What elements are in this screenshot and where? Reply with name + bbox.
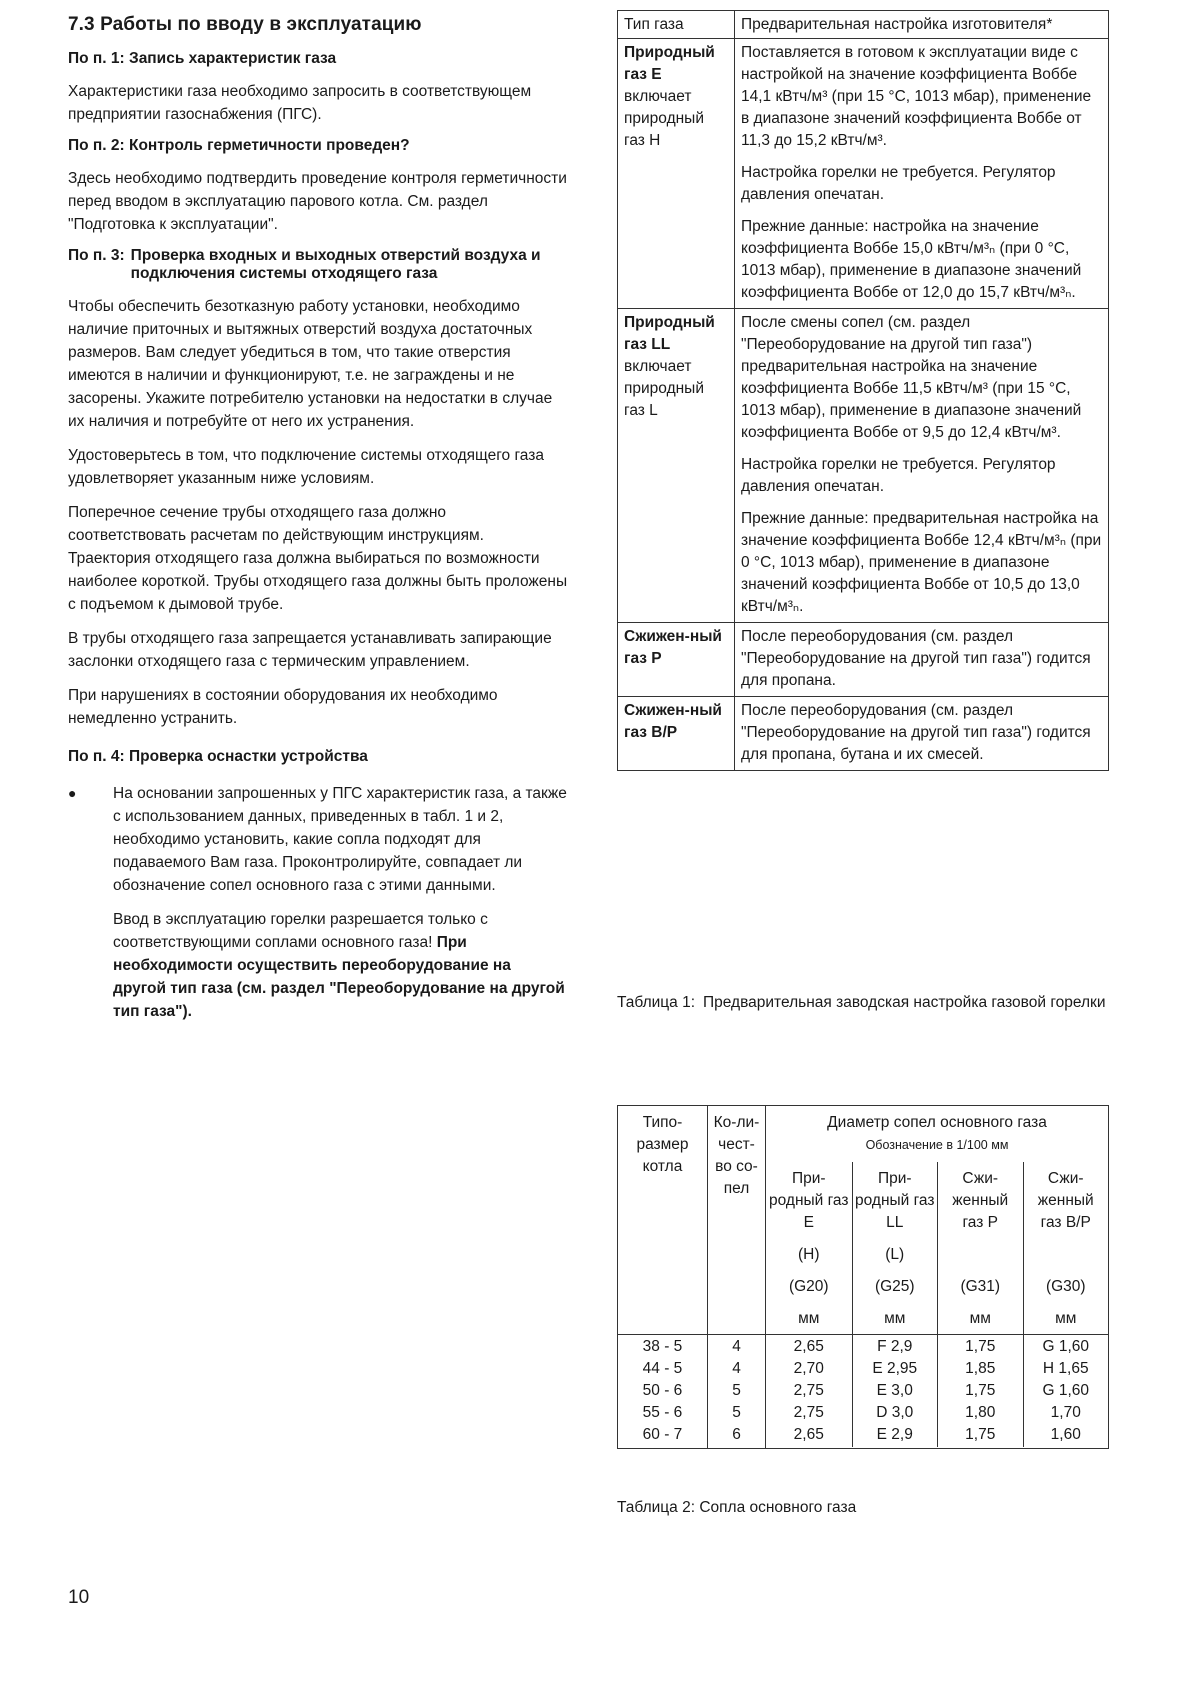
gas-column-unit: мм [969, 1310, 991, 1327]
gas-name-cell [618, 309, 735, 623]
boiler-size-cell: 55 - 6 [642, 1404, 683, 1421]
step3-paragraph-4: В трубы отходящего газа запрещается устанавливать запирающие заслонки отходящего газа с термическим управлением. [68, 630, 552, 670]
diameter-columns [766, 1335, 1109, 1449]
gas-column-header [852, 1162, 938, 1334]
nozzle-diameter-cell: E 2,95 [872, 1360, 918, 1377]
boiler-size-cell: 50 - 6 [642, 1382, 683, 1399]
step3-paragraph-1: Чтобы обеспечить безотказную работу установки, необходимо наличие приточных и вытяжных отверстий воздуха достаточных размеров. Вам следует убедиться в том, что такие отверстия имеются в наличии и функционируют, т.е. не заграждены и не засорены. Укажите потребителю установки на недостатки в случае их наличия и потребуйте от него их устранения. [68, 298, 553, 430]
step4-warning-bold: При необходимости осуществить переоборудование на другой тип газа (см. раздел "Переоборудование на другой тип газа"). [113, 934, 565, 1020]
table2-diameter-title: Диаметр сопел основного газа [827, 1114, 1047, 1131]
gas-name: Природный газ LL [624, 314, 715, 353]
left-column [68, 14, 568, 1034]
nozzle-diameter-cell: E 3,0 [876, 1382, 913, 1399]
nozzle-diameter-cell: 1,80 [965, 1404, 996, 1421]
table2-caption: Таблица 2: Сопла основного газа [617, 1499, 857, 1516]
nozzle-diameter-cell: 1,75 [965, 1426, 996, 1443]
step3-title: Проверка входных и выходных отверстий воздуха и подключения системы отходящего газа [130, 247, 541, 282]
gas-setting-cell [735, 623, 1109, 697]
step3-paragraph-3: Поперечное сечение трубы отходящего газа должно соответствовать расчетам по действующим инструкциям. Траектория отходящего газа должна выбираться по возможности наиболее короткой. Трубы отходящего газа должны быть проложены с подъемом к дымовой трубе. [68, 504, 568, 613]
step1-heading: По п. 1: Запись характеристик газа [68, 50, 337, 67]
table-row [618, 39, 1109, 309]
nozzle-diameter-cell: 1,70 [1050, 1404, 1081, 1421]
nozzle-count-cell: 5 [732, 1404, 741, 1421]
nozzle-diameter-cell: E 2,9 [876, 1426, 913, 1443]
table-row [618, 623, 1109, 697]
boiler-size-cell: 38 - 5 [642, 1338, 683, 1355]
diameter-column-bp [1023, 1335, 1109, 1447]
gas-includes: включает природный газ H [624, 88, 704, 149]
gas-name-cell [618, 39, 735, 309]
gas-column-unit: мм [1055, 1310, 1077, 1327]
nozzle-diameter-cell: 2,65 [793, 1338, 824, 1355]
nozzle-count-cell: 5 [732, 1382, 741, 1399]
table-row [618, 697, 1109, 771]
gas-column-name: Сжи-женный газ B/P [1037, 1170, 1094, 1231]
gas-column-alt [940, 1244, 1021, 1266]
page-number: 10 [68, 1587, 90, 1608]
step4-warning [113, 908, 568, 1023]
gas-setting-text: После смены сопел (см. раздел "Переоборудование на другой тип газа") предварительная настройка на значение коэффициента Воббе 11,5 кВтч/м³ (при 15 °С, 1013 мбар), применение в диапазоне значений коэффициента Воббе от 9,5 до 12,4 кВтч/м³. [741, 314, 1082, 441]
gas-column-code: (G31) [960, 1278, 1001, 1295]
step3-paragraph-2: Удостоверьтесь в том, что подключение системы отходящего газа удовлетворяет указанным ниже условиям. [68, 447, 544, 487]
gas-name: Сжижен-ный газ P [618, 623, 735, 697]
table2-header-diameter [766, 1106, 1109, 1335]
step2-text: Здесь необходимо подтвердить проведение контроля герметичности перед вводом в эксплуатацию парового котла. См. раздел "Подготовка к эксплуатации". [68, 170, 567, 233]
nozzle-diameter-cell: 2,75 [793, 1404, 824, 1421]
gas-column-unit: мм [798, 1310, 820, 1327]
nozzle-diameter-cell: H 1,65 [1042, 1360, 1089, 1377]
nozzle-diameter-cell: 1,85 [965, 1360, 996, 1377]
nozzle-diameter-cell: 2,65 [793, 1426, 824, 1443]
nozzle-diameter-cell: 2,75 [793, 1382, 824, 1399]
table1-header-type: Тип газа [618, 11, 735, 39]
table1-header-setting: Предварительная настройка изготовителя* [735, 11, 1109, 39]
count-column [708, 1335, 766, 1449]
gas-name: Сжижен-ный газ B/P [618, 697, 735, 771]
gas-column-code: (G25) [874, 1278, 915, 1295]
nozzle-diameter-cell: D 3,0 [876, 1404, 914, 1421]
gas-column-alt [1026, 1244, 1107, 1266]
gas-column-name: При-родный газ LL [855, 1170, 935, 1231]
table-row [618, 309, 1109, 623]
gas-column-alt: (L) [885, 1246, 905, 1263]
gas-setting-text: Прежние данные: предварительная настройка на значение коэффициента Воббе 12,4 кВтч/м³ₙ (при 0 °С, 1013 мбар), применение в диапазоне значений коэффициента Воббе от 10,5 до 13,0 кВтч/м³ₙ. [741, 510, 1102, 615]
table2-header-count: Ко-ли-чест-во со-пел [708, 1106, 766, 1335]
gas-column-header [937, 1162, 1023, 1334]
gas-setting-text: Настройка горелки не требуется. Регулятор давления опечатан. [741, 456, 1056, 495]
diameter-grid [766, 1335, 1108, 1447]
nozzle-count-cell: 6 [732, 1426, 741, 1443]
section-title: 7.3 Работы по вводу в эксплуатацию [68, 14, 422, 35]
gas-setting-text: После переоборудования (см. раздел "Переоборудование на другой тип газа") годится для пропана, бутана и их смесей. [741, 702, 1091, 763]
step4-bullet-text: На основании запрошенных у ПГС характеристик газа, а также с использованием данных, приведенных в табл. 1 и 2, необходимо установить, какие сопла подходят для подаваемого Вам газа. Проконтролируйте, совпадает ли обозначение сопел основного газа с этими данными. [113, 785, 567, 894]
gas-setting-text: После переоборудования (см. раздел "Переоборудование на другой тип газа") годится для пропана. [741, 628, 1091, 689]
gas-column-name: При-родный газ E [769, 1170, 849, 1231]
nozzle-diameter-cell: 1,75 [965, 1338, 996, 1355]
bullet-dot-icon: ● [68, 785, 77, 801]
gas-preset-table [617, 10, 1109, 771]
step2-heading: По п. 2: Контроль герметичности проведен? [68, 137, 410, 154]
nozzle-diameter-cell: 1,60 [1050, 1426, 1081, 1443]
step3-paragraph-5: При нарушениях в состоянии оборудования их необходимо немедленно устранить. [68, 687, 498, 727]
gas-setting-cell [735, 697, 1109, 771]
boiler-size-cell: 44 - 5 [642, 1360, 683, 1377]
table-row [618, 11, 1109, 39]
gas-setting-text: Настройка горелки не требуется. Регулятор давления опечатан. [741, 164, 1056, 203]
nozzle-count-cell: 4 [732, 1338, 741, 1355]
nozzle-diameter-cell: G 1,60 [1042, 1338, 1090, 1355]
table2-body [618, 1335, 1109, 1449]
nozzle-diameter-cell: 1,75 [965, 1382, 996, 1399]
table1-caption [617, 992, 1109, 1014]
gas-setting-text: Прежние данные: настройка на значение коэффициента Воббе 15,0 кВтч/м³ₙ (при 0 °С, 1013 мбар), применение в диапазоне значений коэффициента Воббе от 12,0 до 15,7 кВтч/м³ₙ. [741, 218, 1082, 301]
table2-diameter-subtitle: Обозначение в 1/100 мм [865, 1138, 1009, 1152]
table1-caption-label: Таблица 1: [617, 994, 696, 1011]
nozzle-diameter-cell: 2,70 [793, 1360, 824, 1377]
boiler-size-cell: 60 - 7 [642, 1426, 683, 1443]
gas-setting-cell [735, 309, 1109, 623]
gas-includes: включает природный газ L [624, 358, 704, 419]
step4-warning-normal: Ввод в эксплуатацию горелки разрешается только с соответствующими соплами основного газа! [113, 911, 488, 951]
table2-header-size: Типо-размер котла [618, 1106, 708, 1335]
step4-bullet [68, 782, 568, 1034]
nozzle-table [617, 1105, 1109, 1449]
nozzle-count-cell: 4 [732, 1360, 741, 1377]
table-row [618, 1335, 1109, 1449]
gas-column-alt: (H) [797, 1246, 820, 1263]
gas-column-header [1023, 1162, 1109, 1334]
gas-name: Природный газ E [624, 44, 715, 83]
table2-gas-columns [766, 1162, 1108, 1334]
diameter-column-ll [852, 1335, 938, 1447]
step4-heading: По п. 4: Проверка оснастки устройства [68, 748, 368, 765]
nozzle-diameter-cell: F 2,9 [877, 1338, 913, 1355]
gas-column-code: (G30) [1045, 1278, 1086, 1295]
gas-column-unit: мм [884, 1310, 906, 1327]
step1-text: Характеристики газа необходимо запросить в соответствующем предприятии газоснабжения (ПГС). [68, 83, 532, 123]
table-row [618, 1106, 1109, 1335]
nozzle-diameter-cell: G 1,60 [1042, 1382, 1090, 1399]
gas-column-code: (G20) [788, 1278, 829, 1295]
gas-column-header [766, 1162, 852, 1334]
step3-heading [68, 247, 568, 283]
step3-number: По п. 3: [68, 247, 125, 264]
diameter-column-e [766, 1335, 852, 1447]
gas-column-name: Сжи-женный газ P [952, 1170, 1009, 1231]
diameter-column-p [937, 1335, 1023, 1447]
gas-setting-text: Поставляется в готовом к эксплуатации виде с настройкой на значение коэффициента Воббе 14,1 кВтч/м³ (при 15 °С, 1013 мбар), применение в диапазоне значений коэффициента Воббе от 11,3 до 15,2 кВтч/м³. [741, 44, 1092, 149]
size-column [618, 1335, 708, 1449]
table1-caption-text: Предварительная заводская настройка газовой горелки [703, 994, 1106, 1011]
gas-setting-cell [735, 39, 1109, 309]
